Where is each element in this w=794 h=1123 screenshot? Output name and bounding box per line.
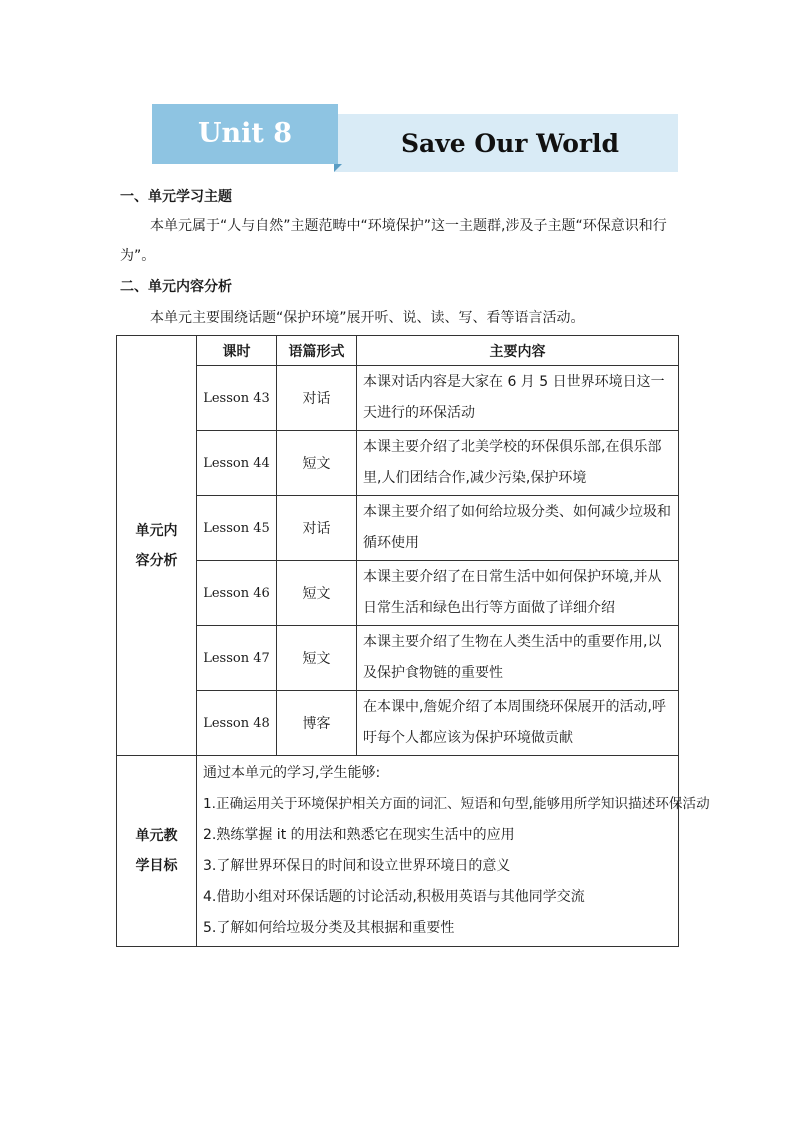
column-header-form: 语篇形式 (277, 336, 357, 366)
section-2-text: 本单元主要围绕话题“保护环境”展开听、说、读、写、看等语言活动。 (150, 310, 585, 326)
unit-title: Save Our World (400, 129, 620, 158)
column-header-lesson: 课时 (197, 336, 277, 366)
lesson-cell: Lesson 46 (197, 561, 277, 626)
content-cell: 本课主要介绍了如何给垃圾分类、如何减少垃圾和循环使用 (357, 496, 679, 561)
section-1-text: 本单元属于“人与自然”主题范畴中“环境保护”这一主题群,涉及子主题“环保意识和行为”。 (120, 218, 667, 264)
lesson-cell: Lesson 48 (197, 691, 277, 756)
unit-banner (152, 104, 678, 172)
unit-number: Unit 8 (197, 118, 293, 149)
teaching-goals-label: 单元教学目标 (117, 756, 197, 947)
content-analysis-label: 单元内容分析 (117, 336, 197, 756)
goals-intro: 通过本单元的学习,学生能够: (203, 765, 381, 781)
teaching-goals-cell (197, 756, 710, 947)
unit-analysis-table (116, 335, 710, 947)
content-cell: 本课对话内容是大家在 6 月 5 日世界环境日这一天进行的环保活动 (357, 366, 679, 431)
column-header-content: 主要内容 (357, 336, 679, 366)
goal-item: 3.了解世界环保日的时间和设立世界环境日的意义 (203, 858, 511, 874)
content-cell: 在本课中,詹妮介绍了本周围绕环保展开的活动,呼吁每个人都应该为保护环境做贡献 (357, 691, 679, 756)
lesson-cell: Lesson 43 (197, 366, 277, 431)
form-cell: 短文 (277, 431, 357, 496)
table-row (117, 431, 679, 496)
lesson-cell: Lesson 45 (197, 496, 277, 561)
lesson-cell: Lesson 47 (197, 626, 277, 691)
teaching-goals-row (117, 756, 679, 947)
goal-item: 5.了解如何给垃圾分类及其根据和重要性 (203, 920, 455, 936)
content-cell: 本课主要介绍了在日常生活中如何保护环境,并从日常生活和绿色出行等方面做了详细介绍 (357, 561, 679, 626)
section-2-heading: 二、单元内容分析 (120, 279, 232, 295)
banner-fold-decoration (334, 164, 342, 172)
table-header-row (117, 336, 679, 366)
goal-item: 4.借助小组对环保话题的讨论活动,积极用英语与其他同学交流 (203, 889, 585, 905)
table-row (117, 496, 679, 561)
form-cell: 短文 (277, 626, 357, 691)
goal-item: 1.正确运用关于环境保护相关方面的词汇、短语和句型,能够用所学知识描述环保活动 (203, 796, 710, 812)
table-row (117, 561, 679, 626)
form-cell: 博客 (277, 691, 357, 756)
lesson-cell: Lesson 44 (197, 431, 277, 496)
table-row (117, 626, 679, 691)
table-row (117, 691, 679, 756)
form-cell: 对话 (277, 496, 357, 561)
form-cell: 对话 (277, 366, 357, 431)
table-row (117, 366, 679, 431)
content-cell: 本课主要介绍了生物在人类生活中的重要作用,以及保护食物链的重要性 (357, 626, 679, 691)
content-cell: 本课主要介绍了北美学校的环保俱乐部,在俱乐部里,人们团结合作,减少污染,保护环境 (357, 431, 679, 496)
section-1-heading: 一、单元学习主题 (120, 189, 232, 205)
goal-item: 2.熟练掌握 it 的用法和熟悉它在现实生活中的应用 (203, 827, 515, 843)
form-cell: 短文 (277, 561, 357, 626)
